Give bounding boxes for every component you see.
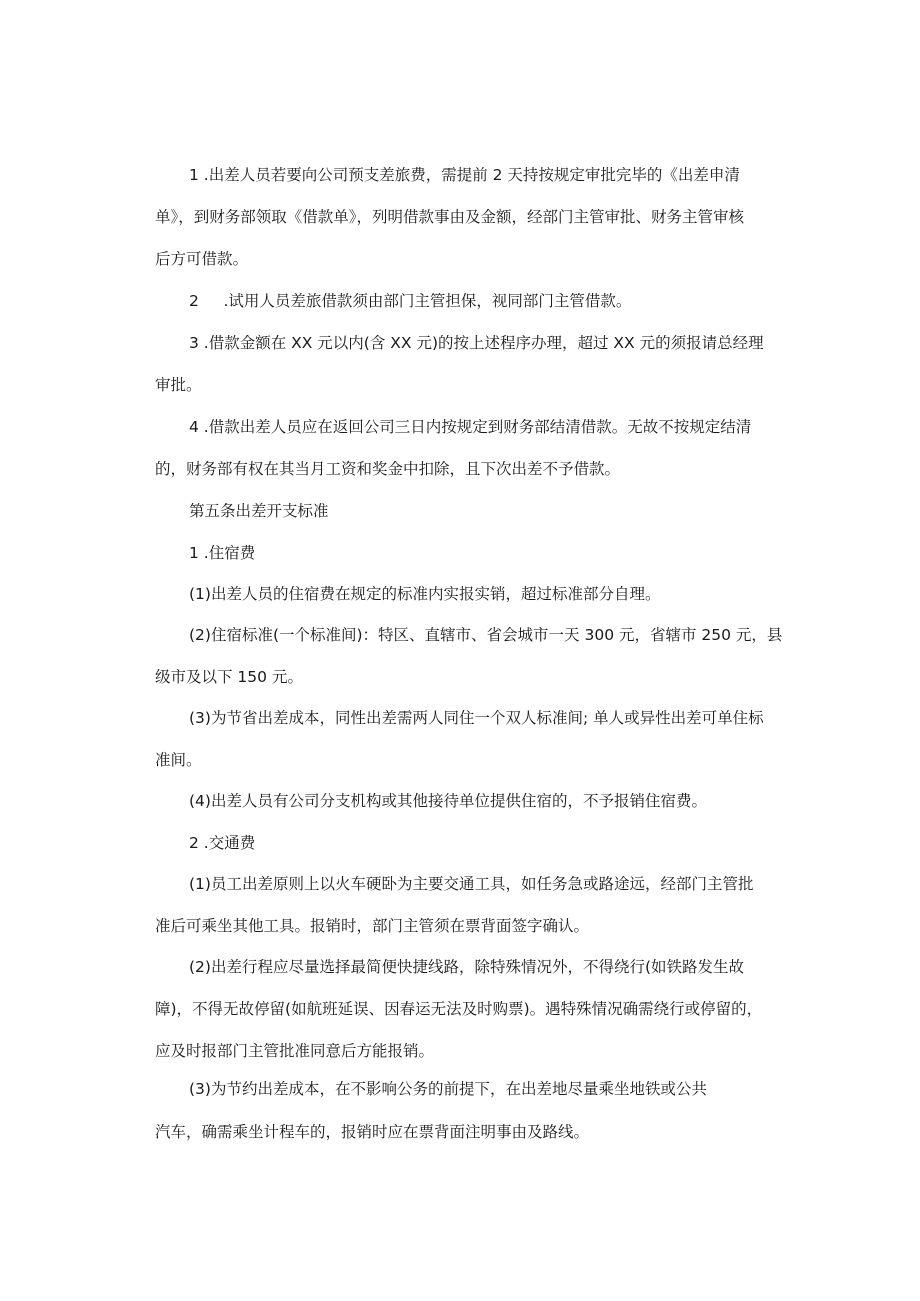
- paragraph: [155, 322, 765, 406]
- paragraph: [155, 532, 765, 574]
- paragraph-line: (2)出差行程应尽量选择最简便快捷线路，除特殊情况外，不得绕行(如铁路发生故: [189, 958, 745, 976]
- paragraph-line: (3)为节省出差成本，同性出差需两人同住一个双人标准间; 单人或异性出差可单住标: [189, 709, 764, 727]
- paragraph: [155, 154, 765, 280]
- paragraph-line: (3)为节约出差成本，在不影响公务的前提下，在出差地尽量乘坐地铁或公共: [189, 1080, 707, 1098]
- paragraph: [155, 822, 765, 864]
- paragraph: [155, 697, 765, 781]
- paragraph-line: 准后可乘坐其他工具。报销时，部门主管须在票背面签字确认。: [155, 917, 590, 935]
- paragraph-line: 4 .借款出差人员应在返回公司三日内按规定到财务部结清借款。无故不按规定结清: [189, 418, 752, 436]
- paragraph-line: 2 .试用人员差旅借款须由部门主管担保，视同部门主管借款。: [189, 292, 632, 310]
- paragraph: [155, 1111, 765, 1153]
- paragraph-line: 准间。: [155, 751, 202, 769]
- paragraph: [155, 406, 765, 490]
- paragraph-line: (1)出差人员的住宿费在规定的标准内实报实销，超过标准部分自理。: [189, 585, 661, 603]
- paragraph-line: (4)出差人员有公司分支机构或其他接待单位提供住宿的，不予报销住宿费。: [189, 792, 707, 810]
- paragraph-line: 1 .出差人员若要向公司预支差旅费，需提前 2 天持按规定审批完毕的《出差申清: [189, 166, 740, 184]
- paragraph: [155, 490, 765, 532]
- paragraph: [155, 780, 765, 822]
- paragraph-line: 汽车，确需乘坐计程车的，报销时应在票背面注明事由及路线。: [155, 1123, 590, 1141]
- paragraph-line: (1)员工出差原则上以火车硬卧为主要交通工具，如任务急或路途远，经部门主管批: [189, 875, 754, 893]
- paragraph: [155, 1068, 765, 1110]
- paragraph-line: 后方可借款。: [155, 250, 249, 268]
- paragraph-line: 的，财务部有权在其当月工资和奖金中扣除，且下次出差不予借款。: [155, 460, 621, 478]
- paragraph: [155, 280, 765, 322]
- paragraph: [155, 863, 765, 947]
- paragraph-line: (2)住宿标准(一个标准间)：特区、直辖市、省会城市一天 300 元，省辖市 250 元，县: [189, 626, 783, 644]
- paragraph-line: 3 .借款金额在 XX 元以内(含 XX 元)的按上述程序办理，超过 XX 元的须报请总经理: [189, 334, 764, 352]
- paragraph: [155, 946, 765, 1072]
- paragraph-line: 单》，到财务部领取《借款单》，列明借款事由及金额，经部门主管审批、财务主管审核: [155, 208, 745, 226]
- paragraph-line: 第五条出差开支标准: [189, 502, 329, 520]
- paragraph: [155, 573, 765, 615]
- paragraph-line: 级市及以下 150 元。: [155, 668, 303, 686]
- paragraph-line: 障)，不得无故停留(如航班延误、因春运无法及时购票)。遇特殊情况确需绕行或停留的，: [155, 1000, 763, 1018]
- paragraph: [155, 614, 783, 698]
- paragraph-line: 审批。: [155, 376, 202, 394]
- paragraph-line: 1 .住宿费: [189, 544, 256, 562]
- paragraph-line: 应及时报部门主管批准同意后方能报销。: [155, 1042, 435, 1060]
- paragraph-line: 2 .交通费: [189, 834, 256, 852]
